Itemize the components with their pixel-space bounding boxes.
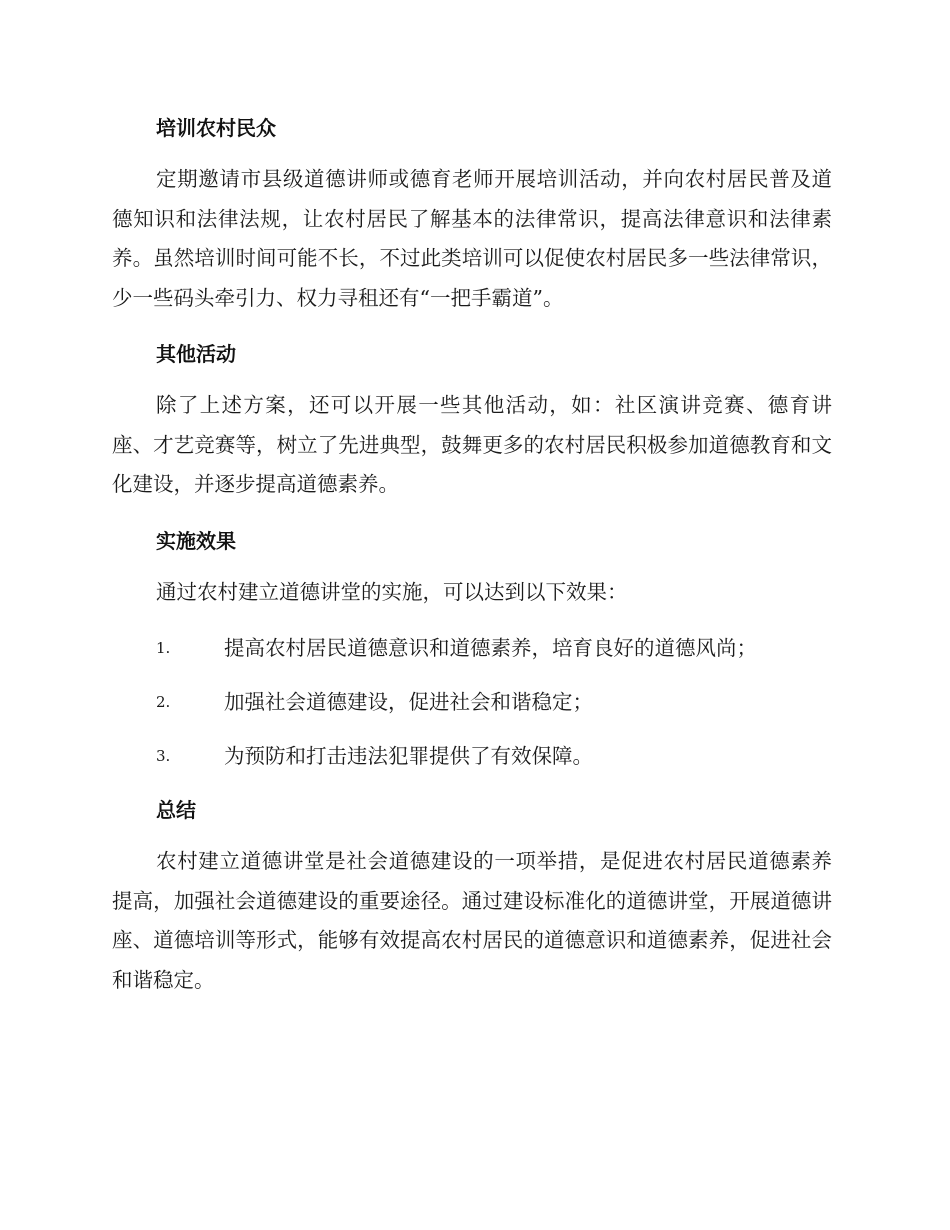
list-item-number: 1. xyxy=(156,639,171,657)
list-item-number: 2. xyxy=(156,693,171,711)
list-item xyxy=(112,736,832,776)
section-paragraph-other-activities: 除了上述方案，还可以开展一些其他活动，如：社区演讲竞赛、德育讲座、才艺竞赛等，树立了先进典型，鼓舞更多的农村居民积极参加道德教育和文化建设，并逐步提高道德素养。 xyxy=(112,393,832,496)
list-item-text: 提高农村居民道德意识和道德素养，培育良好的道德风尚； xyxy=(224,636,757,660)
list-item-number: 3. xyxy=(156,747,171,765)
list-item xyxy=(112,628,832,668)
section-heading-training: 培训农村民众 xyxy=(156,116,276,140)
list-item-text: 加强社会道德建设，促进社会和谐稳定； xyxy=(224,690,593,714)
section-heading-summary: 总结 xyxy=(156,798,196,822)
document-page xyxy=(112,108,832,1016)
section-paragraph-training: 定期邀请市县级道德讲师或德育老师开展培训活动，并向农村居民普及道德知识和法律法规，让农村居民了解基本的法律常识，提高法律意识和法律素养。虽然培训时间可能不长，不过此类培训可以促使农村居民多一些法律常识，少一些码头牵引力、权力寻租还有“一把手霸道”。 xyxy=(112,167,832,310)
section-paragraph-summary: 农村建立道德讲堂是社会道德建设的一项举措，是促进农村居民道德素养提高，加强社会道德建设的重要途径。通过建设标准化的道德讲堂，开展道德讲座、道德培训等形式，能够有效提高农村居民的道德意识和道德素养，促进社会和谐稳定。 xyxy=(112,849,832,992)
list-item-text: 为预防和打击违法犯罪提供了有效保障。 xyxy=(224,744,593,768)
section-heading-other-activities: 其他活动 xyxy=(156,342,236,366)
list-item xyxy=(112,682,832,722)
section-heading-effects: 实施效果 xyxy=(156,528,236,553)
effects-list xyxy=(112,628,832,776)
section-paragraph-effects: 通过农村建立道德讲堂的实施，可以达到以下效果： xyxy=(156,579,628,604)
